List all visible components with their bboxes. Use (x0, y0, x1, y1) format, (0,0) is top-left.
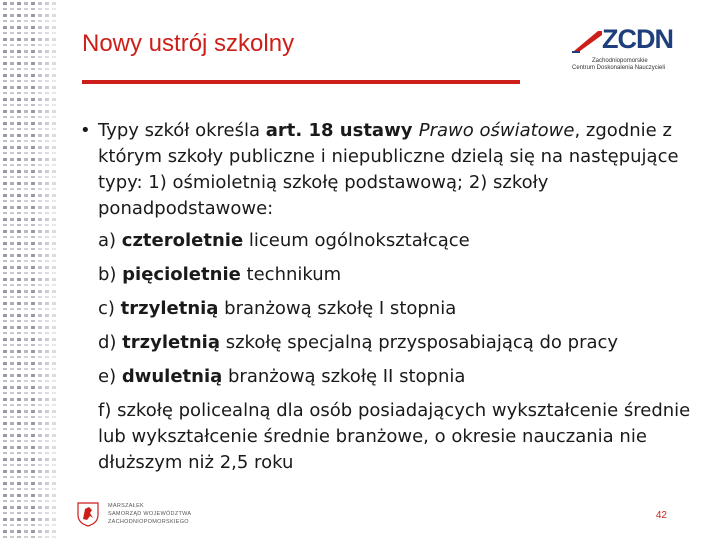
page-number: 42 (655, 510, 667, 521)
intro-text: Typy szkół określa art. 18 ustawy Prawo oświatowe, zgodnie z którym szkoły publiczne i niepubliczne dzielą się na następujące typy: 1) ośmioletnią szkołę podstawową; 2) szkoły ponadpodstawowe: (98, 120, 679, 219)
logo-subtitle-1: Zachodniopomorskie (592, 58, 648, 64)
list-item: d) trzyletnią szkołę specjalną przysposabiającą do pracy (98, 332, 619, 353)
handwriting-decoration (0, 0, 58, 540)
logo-subtitle-2: Centrum Doskonalenia Nauczycieli (572, 65, 666, 71)
slide-content (80, 118, 700, 484)
school-type-list (98, 228, 700, 476)
logo-wordmark: ZCDN (602, 24, 673, 54)
footer-logo-line-1: MARSZAŁEK (108, 503, 145, 509)
slide-title: Nowy ustrój szkolny (82, 30, 295, 57)
title-underline (82, 80, 520, 84)
bullet-paragraph (80, 118, 700, 476)
footer-logo-line-3: ZACHODNIOPOMORSKIEGO (108, 519, 189, 525)
zcdn-logo-mark-icon (572, 29, 602, 53)
list-item: b) pięcioletnie technikum (98, 264, 342, 285)
list-item: c) trzyletnią branżową szkołę I stopnia (98, 298, 457, 319)
bullet-icon: • (80, 120, 91, 141)
griffin-emblem-icon (74, 501, 102, 527)
footer-logo-line-2: SAMORZĄD WOJEWÓDZTWA (108, 511, 192, 517)
zcdn-logo (572, 24, 682, 71)
list-item: e) dwuletnią branżową szkołę II stopnia (98, 366, 466, 387)
list-item: f) szkołę policealną dla osób posiadających wykształcenie średnie lub wykształcenie średnie branżowe, o okresie nauczania nie dłuższym niż 2,5 roku (98, 400, 691, 473)
regional-government-logo (74, 501, 224, 529)
list-item: a) czteroletnie liceum ogólnokształcące (98, 230, 470, 251)
